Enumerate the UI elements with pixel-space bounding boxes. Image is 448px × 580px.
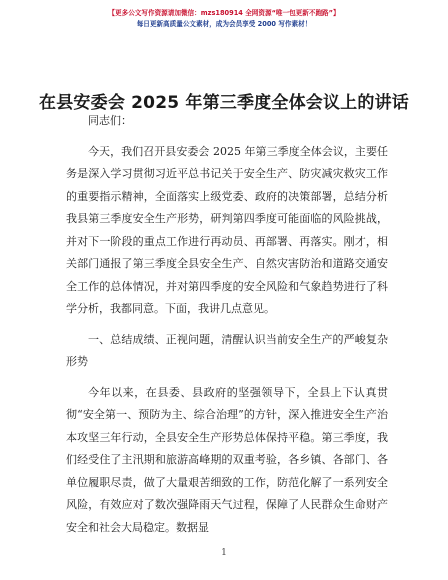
document-body [66, 110, 388, 547]
section-heading: 一、总结成绩、正视问题，清醒认识当前安全生产的严峻复杂形势 [66, 332, 388, 368]
body-paragraph: 今年以来，在县委、县政府的坚强领导下，全县上下认真贯彻“安全第一、预防为主、综合治理”的方针，深入推进安全生产治本攻坚三年行动，全县安全生产形势总体保持平稳。第三季度，我们经受住了主汛期和旅游高峰期的双重考验，各乡镇、各部门、各单位履职尽责，做了大量艰苦细致的工作，防范化解了一系列安全风险，有效应对了数次强降雨天气过程，保障了人民群众生命财产安全和社会大局稳定。数据显 [66, 385, 388, 534]
banner-line-1: 【更多公文写作资源请加微信：mzs180914 全网资源“唯一包更新不跑路”】 [108, 9, 340, 17]
banner-line-2: 每日更新高质量公文素材，成为会员享受 2000 写作素材！ [136, 20, 312, 28]
intro-paragraph: 今天，我们召开县安委会 2025 年第三季度全体会议，主要任务是深入学习贯彻习近平总书记关于安全生产、防灾减灾救灾工作的重要指示精神，全面落实上级党委、政府的决策部署，总结分析我县第三季度安全生产形势，研判第四季度可能面临的风险挑战，并对下一阶段的重点工作进行再动员、再部署、再落实。刚才，相关部门通报了第三季度全县安全生产、自然灾害防治和道路交通安全工作的总体情况，并对第四季度的安全风险和气象趋势进行了科学分析，我都同意。下面，我讲几点意见。 [66, 144, 388, 315]
salutation: 同志们： [88, 114, 132, 127]
page-number: 1 [221, 548, 227, 558]
promo-banner [0, 8, 448, 30]
document-title: 在县安委会 2025 年第三季度全体会议上的讲话 [39, 93, 409, 113]
